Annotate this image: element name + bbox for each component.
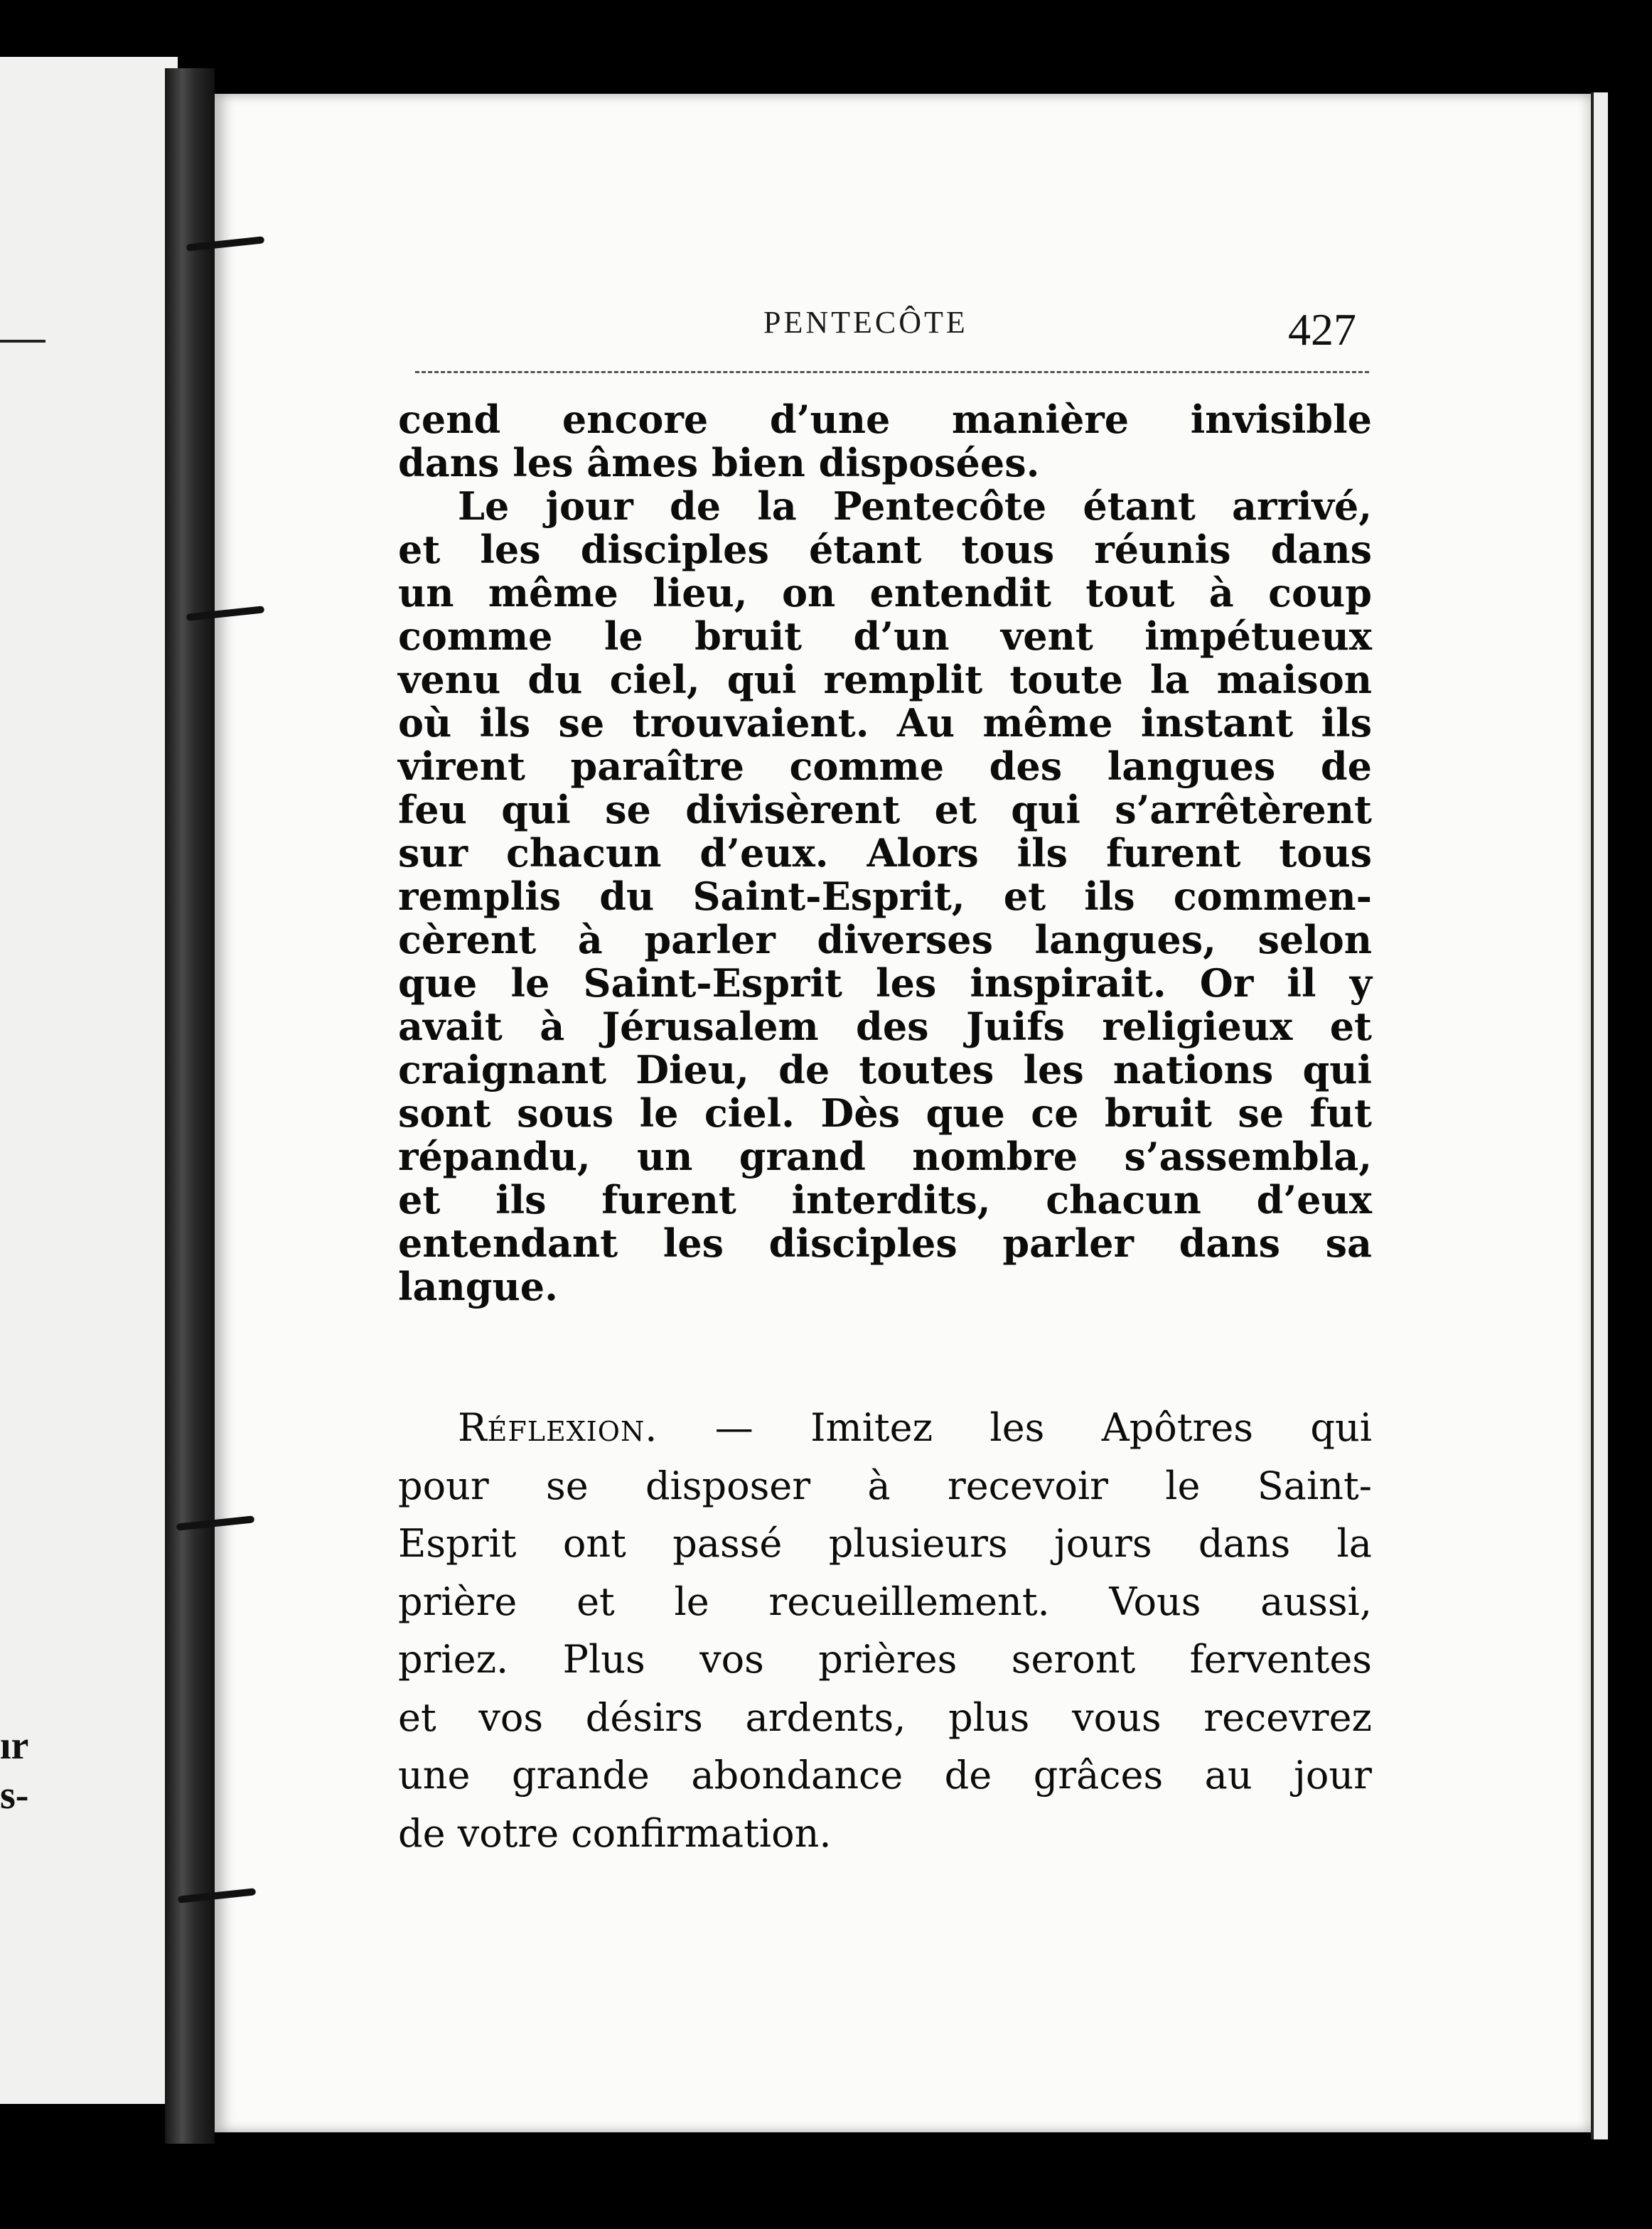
text-line: un même lieu, on entendit tout à coup xyxy=(398,570,1372,616)
page-right-edge xyxy=(1591,92,1608,2139)
text-line: craignant Dieu, de toutes les nations qui xyxy=(398,1047,1372,1092)
text-line: remplis du Saint-Esprit, et ils commen- xyxy=(398,874,1372,919)
text-line: venu du ciel, qui remplit toute la maison xyxy=(398,657,1372,702)
left-page-fragment-1: ır xyxy=(0,1724,29,1768)
text-line: cèrent à parler diverses langues, selon xyxy=(398,917,1372,962)
page-number: 427 xyxy=(1288,304,1356,355)
text-line: entendant les disciples parler dans sa xyxy=(398,1220,1372,1266)
header-rule xyxy=(415,371,1369,373)
text-line: répandu, un grand nombre s’assembla, xyxy=(398,1134,1372,1179)
text-line: cend encore d’une manière invisible xyxy=(398,397,1372,442)
text-line: priez. Plus vos prières seront ferventes xyxy=(398,1637,1372,1682)
text-line: une grande abondance de grâces au jour xyxy=(398,1753,1372,1798)
text-line: comme le bruit d’un vent impétueux xyxy=(398,613,1372,659)
reflexion-heading: Réflexion. xyxy=(458,1405,658,1450)
body-text xyxy=(398,398,1372,1309)
text-line: sont sous le ciel. Dès que ce bruit se fut xyxy=(398,1090,1372,1136)
text-line: de votre confirmation. xyxy=(398,1810,832,1856)
text-line: avait à Jérusalem des Juifs religieux et xyxy=(398,1004,1372,1049)
reflexion-paragraph xyxy=(398,1399,1372,1862)
reflexion-first-line-text: — Imitez les Apôtres qui xyxy=(658,1405,1372,1450)
text-line: et ils furent interdits, chacun d’eux xyxy=(398,1177,1372,1223)
text-line: dans les âmes bien disposées. xyxy=(398,440,1040,485)
text-line: feu qui se divisèrent et qui s’arrêtèrent xyxy=(398,787,1372,832)
text-line: sur chacun d’eux. Alors ils furent tous xyxy=(398,830,1372,876)
text-line: que le Saint-Esprit les inspirait. Or il y xyxy=(398,960,1372,1006)
text-line: Le jour de la Pentecôte étant arrivé, xyxy=(458,483,1372,529)
reflexion-first-line xyxy=(398,1399,1372,1457)
text-line: où ils se trouvaient. Au même instant ils xyxy=(398,700,1372,746)
text-line: langue. xyxy=(398,1264,558,1309)
book-gutter xyxy=(165,68,215,2144)
text-line: et vos désirs ardents, plus vous recevrez xyxy=(398,1694,1372,1740)
left-page-fragment-2: s- xyxy=(0,1773,29,1817)
running-title: PENTECÔTE xyxy=(763,305,968,340)
text-line: Esprit ont passé plusieurs jours dans la xyxy=(398,1521,1372,1566)
text-line: pour se disposer à recevoir le Saint- xyxy=(398,1463,1372,1508)
text-line: et les disciples étant tous réunis dans xyxy=(398,527,1372,572)
left-page-rule xyxy=(0,340,45,343)
text-line: prière et le recueillement. Vous aussi, xyxy=(398,1579,1372,1624)
text-line: virent paraître comme des langues de xyxy=(398,743,1372,789)
